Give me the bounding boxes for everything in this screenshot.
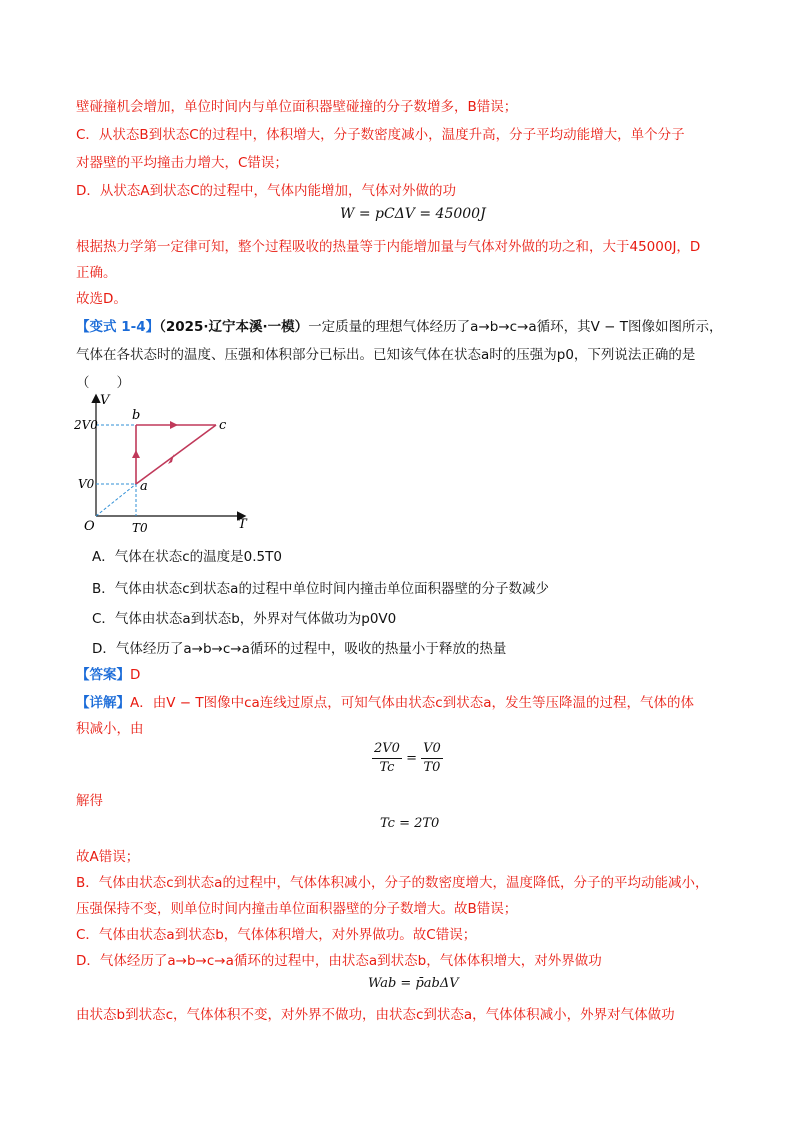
arrow-bc — [170, 421, 178, 429]
axis-label-v: V — [100, 393, 110, 408]
process-ca — [136, 425, 216, 484]
text-line: 正确。 — [76, 265, 117, 281]
fraction-numerator: 2V0 — [372, 740, 402, 759]
tick-label-t0: T0 — [132, 521, 148, 535]
equation-charles: $\frac{2V0}{Tc}$ = $\frac{V0}{T0}$ — [374, 741, 441, 775]
fraction-denominator: T0 — [423, 760, 441, 775]
vt-graph — [74, 388, 264, 538]
question-source: （2025·辽宁本溪·一模） — [159, 319, 309, 335]
text-line: B．气体由状态c到状态a的过程中，气体体积减小，分子的数密度增大，温度降低，分子的平均动能减小， — [76, 875, 709, 891]
text-line: 壁碰撞机会增加，单位时间内与单位面积器壁碰撞的分子数增多，B错误； — [76, 99, 518, 115]
fraction-right — [421, 740, 443, 777]
text-line: C．气体由状态a到状态b，气体体积增大，对外界做功。故C错误； — [76, 927, 477, 943]
text-line: 积减小，由 — [76, 721, 144, 737]
answer-label: 【答案】 — [76, 667, 130, 683]
equation-work: W = pCΔV = 45000J — [340, 206, 486, 222]
text-line: D．气体经历了a→b→c→a循环的过程中，由状态a到状态b，气体体积增大，对外界做功 — [76, 953, 602, 969]
fraction-numerator: V0 — [421, 740, 443, 759]
text-line: C．从状态B到状态C的过程中，体积增大，分子数密度减小，温度升高，分子平均动能增大，单个分子 — [76, 127, 685, 143]
text-line: 故选D。 — [76, 291, 127, 307]
dashed-origin-line — [96, 484, 136, 516]
answer-value: D — [130, 667, 141, 683]
question-stem-line1 — [76, 316, 740, 338]
text-line: 解得 — [76, 793, 103, 809]
fraction-denominator: Tc — [379, 760, 395, 775]
question-stem-line2: 气体在各状态时的温度、压强和体积部分已标出。已知该气体在状态a时的压强为p0，下列说法正确的是 — [76, 347, 696, 363]
tick-label-v0: V0 — [78, 477, 95, 491]
option-d: D．气体经历了a→b→c→a循环的过程中，吸收的热量小于释放的热量 — [92, 641, 507, 657]
origin-label: O — [84, 519, 95, 534]
point-label-a: a — [140, 479, 148, 494]
tick-label-2v0: 2V0 — [74, 418, 98, 432]
text-line: D．从状态A到状态C的过程中，气体内能增加，气体对外做的功 — [76, 183, 457, 199]
option-c: C．气体由状态a到状态b，外界对气体做功为p0V0 — [92, 611, 397, 627]
detail-line1 — [76, 692, 740, 714]
detail-label: 【详解】 — [76, 695, 130, 711]
point-label-c: c — [219, 418, 227, 433]
text-line: 由状态b到状态c，气体体积不变，对外界不做功，由状态c到状态a，气体体积减小，外界对气体做功 — [76, 1007, 675, 1023]
option-b: B．气体由状态c到状态a的过程中单位时间内撞击单位面积器壁的分子数减少 — [92, 581, 549, 597]
answer-line — [76, 664, 740, 686]
detail-text: A．由V − T图像中ca连线过原点，可知气体由状态c到状态a，发生等压降温的过程，气体的体 — [130, 695, 694, 711]
text-line: 根据热力学第一定律可知，整个过程吸收的热量等于内能增加量与气体对外做的功之和，大于45000J，D — [76, 239, 701, 255]
arrow-ab — [132, 450, 140, 458]
equation-wab: Wab = p̄abΔV — [368, 976, 459, 991]
axis-label-t: T — [238, 517, 247, 532]
fraction-left — [372, 740, 402, 777]
text-line: 故A错误； — [76, 849, 140, 865]
question-stem: 一定质量的理想气体经历了a→b→c→a循环，其V − T图像如图所示， — [308, 319, 723, 335]
text-line: 对器壁的平均撞击力增大，C错误； — [76, 155, 288, 171]
answer-blank: （ ） — [76, 375, 130, 391]
option-a: A．气体在状态c的温度是0.5T0 — [92, 549, 282, 565]
text-line: 压强保持不变，则单位时间内撞击单位面积器壁的分子数增大。故B错误； — [76, 901, 518, 917]
equation-tc: Tc = 2T0 — [380, 816, 440, 831]
point-label-b: b — [132, 408, 141, 423]
variant-tag: 【变式 1-4】 — [76, 319, 160, 335]
